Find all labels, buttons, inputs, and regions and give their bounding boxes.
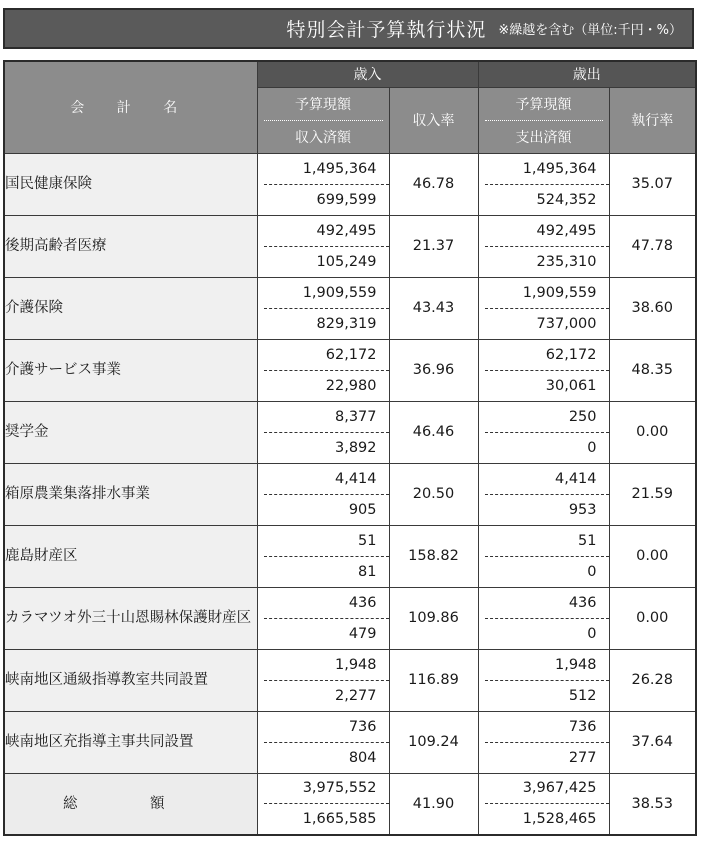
table-row (4, 153, 696, 215)
execution-rate: 0.00 (609, 587, 696, 649)
expenditure-amounts (478, 525, 609, 587)
revenue-budget: 62,172 (264, 340, 389, 371)
execution-rate: 38.60 (609, 277, 696, 339)
revenue-received: 3,892 (334, 439, 377, 456)
revenue-received: 829,319 (316, 315, 377, 332)
revenue-amounts (257, 463, 389, 525)
revenue-received: 81 (358, 563, 377, 580)
revenue-rate: 41.90 (389, 773, 478, 835)
table-row (4, 711, 696, 773)
expenditure-spent: 0 (587, 563, 597, 580)
execution-rate: 37.64 (609, 711, 696, 773)
header-expenditure-amounts (478, 87, 609, 153)
table-row (4, 587, 696, 649)
revenue-received: 699,599 (316, 191, 377, 208)
unit-note: ※繰越を含む（単位:千円・%） (498, 23, 682, 38)
expenditure-spent: 235,310 (536, 253, 597, 270)
expenditure-budget: 1,909,559 (485, 278, 609, 309)
revenue-rate: 20.50 (389, 463, 478, 525)
account-name: 峡南地区充指導主事共同設置 (4, 711, 257, 773)
table-row (4, 401, 696, 463)
expenditure-amounts (478, 463, 609, 525)
revenue-budget: 736 (264, 712, 389, 743)
revenue-amounts (257, 339, 389, 401)
header-rev-budget: 予算現額 (264, 88, 383, 121)
account-name: カラマツオ外三十山恩賜林保護財産区 (4, 587, 257, 649)
execution-rate: 35.07 (609, 153, 696, 215)
revenue-amounts (257, 525, 389, 587)
expenditure-spent: 30,061 (545, 377, 597, 394)
account-name: 後期高齢者医療 (4, 215, 257, 277)
revenue-rate: 21.37 (389, 215, 478, 277)
expenditure-budget: 1,948 (485, 650, 609, 681)
account-name: 鹿島財産区 (4, 525, 257, 587)
revenue-budget: 492,495 (264, 216, 389, 247)
expenditure-amounts (478, 587, 609, 649)
expenditure-spent: 953 (568, 501, 597, 518)
execution-rate: 0.00 (609, 401, 696, 463)
execution-rate: 47.78 (609, 215, 696, 277)
expenditure-amounts (478, 277, 609, 339)
account-name: 箱原農業集落排水事業 (4, 463, 257, 525)
revenue-rate: 46.46 (389, 401, 478, 463)
expenditure-budget: 250 (485, 402, 609, 433)
revenue-budget: 4,414 (264, 464, 389, 495)
expenditure-budget: 3,967,425 (485, 774, 609, 805)
execution-rate: 48.35 (609, 339, 696, 401)
revenue-amounts (257, 277, 389, 339)
revenue-rate: 43.43 (389, 277, 478, 339)
expenditure-amounts (478, 401, 609, 463)
revenue-amounts (257, 649, 389, 711)
revenue-rate: 46.78 (389, 153, 478, 215)
expenditure-amounts (478, 215, 609, 277)
budget-table (3, 60, 697, 836)
table-row (4, 463, 696, 525)
expenditure-spent: 1,528,465 (522, 811, 597, 828)
expenditure-spent: 512 (568, 687, 597, 704)
header-spent: 支出済額 (515, 129, 572, 146)
expenditure-amounts (478, 339, 609, 401)
revenue-received: 22,980 (325, 377, 377, 394)
revenue-rate: 109.24 (389, 711, 478, 773)
header-revenue-rate: 収入率 (389, 87, 478, 153)
revenue-budget: 51 (264, 526, 389, 557)
revenue-budget: 1,495,364 (264, 154, 389, 185)
expenditure-budget: 492,495 (485, 216, 609, 247)
execution-rate: 0.00 (609, 525, 696, 587)
header-revenue: 歳入 (257, 61, 478, 87)
revenue-budget: 1,948 (264, 650, 389, 681)
revenue-rate: 109.86 (389, 587, 478, 649)
revenue-amounts (257, 215, 389, 277)
expenditure-spent: 0 (587, 625, 597, 642)
revenue-amounts (257, 401, 389, 463)
revenue-amounts (257, 711, 389, 773)
expenditure-amounts (478, 649, 609, 711)
execution-rate: 26.28 (609, 649, 696, 711)
table-row (4, 525, 696, 587)
table-row (4, 215, 696, 277)
page-title: 特別会計予算執行状況 (286, 19, 487, 41)
revenue-received: 1,665,585 (302, 811, 377, 828)
revenue-received: 479 (348, 625, 377, 642)
revenue-received: 905 (348, 501, 377, 518)
table-row (4, 277, 696, 339)
expenditure-spent: 277 (568, 749, 597, 766)
table-row (4, 339, 696, 401)
revenue-rate: 158.82 (389, 525, 478, 587)
revenue-rate: 116.89 (389, 649, 478, 711)
expenditure-amounts (478, 153, 609, 215)
account-name: 奨学金 (4, 401, 257, 463)
expenditure-amounts (478, 773, 609, 835)
revenue-rate: 36.96 (389, 339, 478, 401)
header-received: 収入済額 (295, 129, 351, 146)
account-name: 介護保険 (4, 277, 257, 339)
table-row (4, 649, 696, 711)
expenditure-budget: 4,414 (485, 464, 609, 495)
execution-rate: 21.59 (609, 463, 696, 525)
execution-rate: 38.53 (609, 773, 696, 835)
account-name: 峡南地区通級指導教室共同設置 (4, 649, 257, 711)
header-exp-budget: 予算現額 (485, 88, 603, 121)
revenue-budget: 436 (264, 588, 389, 619)
expenditure-budget: 1,495,364 (485, 154, 609, 185)
revenue-budget: 8,377 (264, 402, 389, 433)
revenue-amounts (257, 153, 389, 215)
account-name: 介護サービス事業 (4, 339, 257, 401)
revenue-budget: 1,909,559 (264, 278, 389, 309)
header-revenue-amounts (257, 87, 389, 153)
account-name: 国民健康保険 (4, 153, 257, 215)
title-bar (3, 8, 694, 49)
expenditure-spent: 524,352 (536, 191, 597, 208)
revenue-amounts (257, 587, 389, 649)
revenue-received: 804 (348, 749, 377, 766)
header-expenditure: 歳出 (478, 61, 696, 87)
header-account-name: 会 計 名 (4, 61, 257, 153)
total-row (4, 773, 696, 835)
expenditure-budget: 62,172 (485, 340, 609, 371)
expenditure-amounts (478, 711, 609, 773)
revenue-received: 2,277 (334, 687, 377, 704)
expenditure-budget: 436 (485, 588, 609, 619)
revenue-budget: 3,975,552 (264, 774, 389, 805)
revenue-amounts (257, 773, 389, 835)
header-exec-rate: 執行率 (609, 87, 696, 153)
expenditure-budget: 51 (485, 526, 609, 557)
expenditure-budget: 736 (485, 712, 609, 743)
total-name: 総 額 (4, 773, 257, 835)
expenditure-spent: 737,000 (536, 315, 597, 332)
revenue-received: 105,249 (316, 253, 377, 270)
expenditure-spent: 0 (587, 439, 597, 456)
